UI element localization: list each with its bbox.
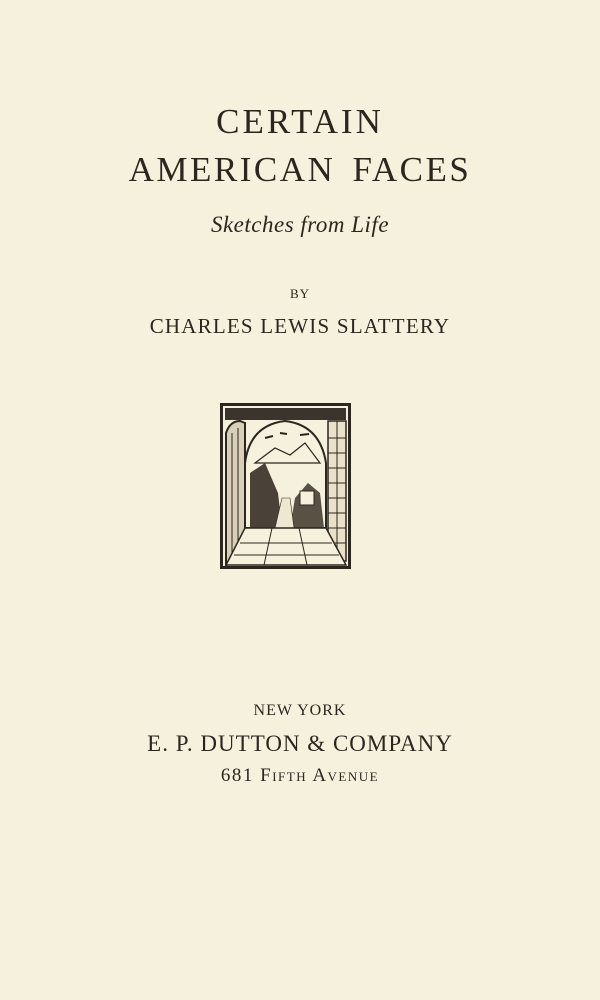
- by-label: BY: [289, 286, 311, 301]
- title-line-2: AMERICAN FACES: [128, 150, 472, 189]
- doorway-illustration: [220, 403, 351, 569]
- author-name: CHARLES LEWIS SLATTERY: [149, 314, 451, 338]
- imprint-city: NEW YORK: [253, 702, 347, 719]
- title-line-1: CERTAIN: [216, 102, 384, 141]
- subtitle: Sketches from Life: [210, 212, 390, 237]
- publisher-address: 681 Fifth Avenue: [220, 765, 380, 786]
- publisher-name: E. P. DUTTON & COMPANY: [147, 731, 453, 756]
